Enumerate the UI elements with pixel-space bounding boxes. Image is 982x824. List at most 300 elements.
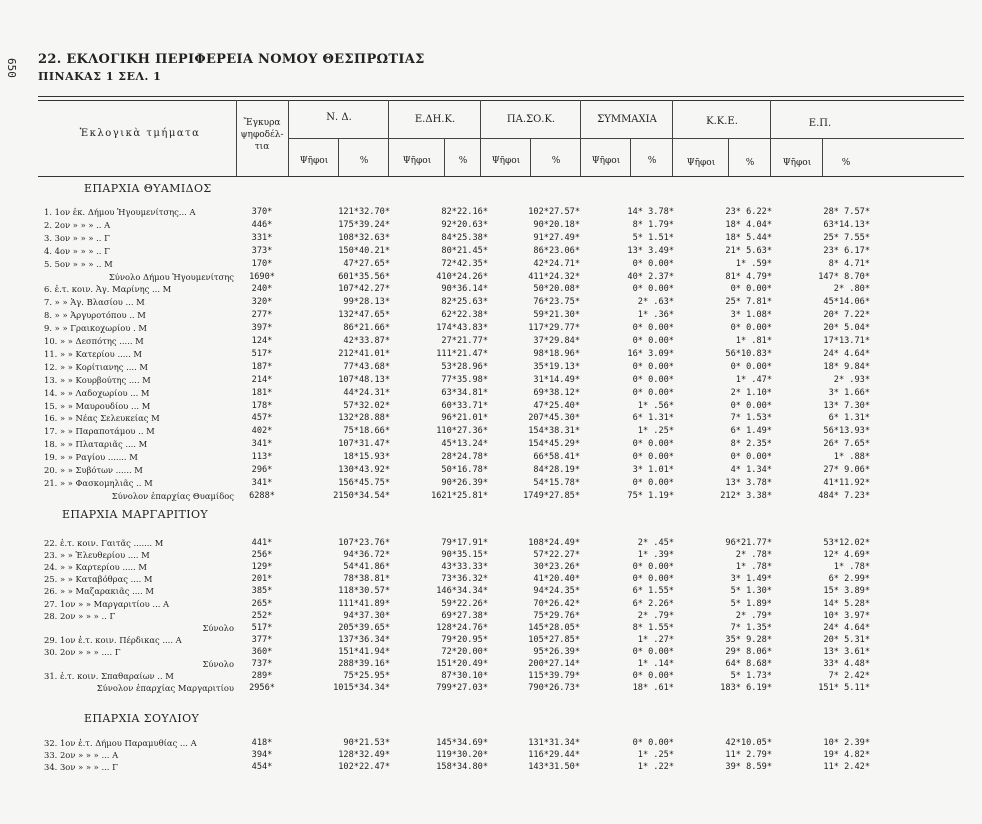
cell-kke: 4* 1.34* (730, 465, 772, 475)
cell-kke: 25* 7.81* (725, 297, 772, 308)
cell-edik: 80*21.45* (441, 245, 488, 256)
cell-reg: 517* (251, 622, 273, 633)
cell-nd: 108*32.63* (338, 232, 390, 243)
cell-kke: 21* 5.63* (725, 245, 772, 256)
row-label: 30. 2ον » » » .... Γ (44, 646, 121, 657)
cell-reg: 187* (251, 361, 273, 372)
cell-pasok: 1749*27.85* (523, 490, 580, 501)
cell-pasok: 76*23.75* (533, 297, 580, 308)
row-label: 1. 1ον ἐκ. Δήμου Ἡγουμενίτσης... Α (44, 207, 196, 217)
cell-ep: 11* 2.42* (823, 761, 870, 772)
cell-kke: 1* .47* (735, 374, 772, 385)
header-votes: Ψῆφοι (686, 158, 716, 168)
cell-nd: 75*25.95* (343, 671, 390, 682)
cell-syn: 3* 1.01* (632, 465, 674, 475)
cell-syn: 0* 0.00* (632, 361, 674, 372)
cell-reg: 737* (251, 659, 273, 669)
cell-pasok: 154*45.29* (528, 439, 580, 450)
cell-kke: 18* 5.44* (725, 232, 772, 243)
cell-syn: 1* .14* (637, 659, 674, 669)
cell-kke: 23* 6.22* (725, 207, 772, 217)
cell-edik: 111*21.47* (436, 348, 488, 359)
row-label: 26. » » Μαζαρακιᾶς .... Μ (44, 586, 154, 597)
cell-reg: 402* (251, 426, 273, 437)
header-party-pasok: ΠΑ.ΣΟ.Κ. (506, 114, 556, 125)
cell-reg: 178* (251, 400, 273, 411)
header-sections: Ἐκλογικὰ τμήματα (79, 128, 201, 139)
region-title-thyamidos: ΕΠΑΡΧΙΑ ΘΥΑΜΙΔΟΣ (84, 182, 212, 195)
cell-reg: 6288* (249, 490, 275, 501)
cell-syn: 0* 0.00* (632, 336, 674, 346)
cell-pasok: 98*18.96* (533, 348, 580, 359)
cell-ep: 10* 3.97* (823, 610, 870, 621)
cell-syn: 5* 1.51* (632, 232, 674, 243)
cell-ep: 10* 2.39* (823, 738, 870, 748)
row-label: 31. ἐ.τ. κοιν. Σπαθαραίων .. Μ (44, 671, 174, 682)
cell-nd: 75*18.66* (343, 426, 390, 437)
header-pct: % (745, 158, 755, 168)
row-label: 29. 1ον ἐ.τ. κοιν. Πέρδικας .... Α (44, 634, 182, 645)
cell-syn: 0* 0.00* (632, 671, 674, 682)
cell-edik: 72*42.35* (441, 258, 488, 269)
cell-reg: 256* (251, 550, 273, 561)
cell-syn: 8* 1.55* (632, 622, 674, 633)
cell-reg: 397* (251, 323, 273, 334)
cell-nd: 205*39.65* (338, 622, 390, 633)
cell-pasok: 50*20.08* (533, 284, 580, 295)
cell-kke: 7* 1.53* (730, 413, 772, 424)
page-title: 22. ΕΚΛΟΓΙΚΗ ΠΕΡΙΦΕΡΕΙΑ ΝΟΜΟΥ ΘΕΣΠΡΩΤΙΑΣ (38, 52, 425, 67)
row-label: 11. » » Κατερίου ..... Μ (44, 348, 142, 359)
cell-nd: 94*36.72* (343, 550, 390, 561)
cell-syn: 16* 3.09* (627, 348, 674, 359)
row-label: 27. 1ον » » Μαργαριτίου ... Α (44, 598, 170, 609)
cell-pasok: 86*23.06* (533, 245, 580, 256)
cell-pasok: 790*26.73* (528, 683, 580, 694)
cell-reg: 296* (251, 465, 273, 475)
row-label: 19. » » Ραγίου ....... Μ (44, 452, 138, 463)
cell-syn: 8* 1.79* (632, 219, 674, 230)
header-party-kke: Κ.Κ.Ε. (706, 116, 738, 127)
cell-syn: 0* 0.00* (632, 284, 674, 295)
cell-kke: 29* 8.06* (725, 646, 772, 657)
cell-ep: 26* 7.65* (823, 439, 870, 450)
cell-syn: 1* .22* (637, 761, 674, 772)
cell-nd: 42*33.87* (343, 336, 390, 346)
row-label: 13. » » Κουρβούτης .... Μ (44, 374, 151, 385)
cell-pasok: 84*28.19* (533, 465, 580, 475)
row-label: 28. 2ον » » » .. Γ (44, 610, 116, 621)
header-pct: % (841, 158, 851, 168)
cell-edik: 50*16.78* (441, 465, 488, 475)
cell-nd: 102*22.47* (338, 761, 390, 772)
region-title-souliou: ΕΠΑΡΧΙΑ ΣΟΥΛΙΟΥ (84, 712, 200, 725)
cell-pasok: 30*23.26* (533, 562, 580, 573)
cell-kke: 6* 1.49* (730, 426, 772, 437)
cell-pasok: 75*29.76* (533, 610, 580, 621)
cell-pasok: 95*26.39* (533, 646, 580, 657)
cell-nd: 118*30.57* (338, 586, 390, 597)
cell-kke: 2* .79* (735, 610, 772, 621)
cell-syn: 13* 3.49* (627, 245, 674, 256)
cell-pasok: 31*14.49* (533, 374, 580, 385)
header-votes: Ψῆφοι (782, 158, 812, 168)
cell-edik: 174*43.83* (436, 323, 488, 334)
cell-kke: 1* .78* (735, 562, 772, 573)
cell-syn: 0* 0.00* (632, 646, 674, 657)
row-label: 22. ἐ.τ. κοιν. Γαιτᾶς ....... Μ (44, 538, 164, 548)
cell-nd: 156*45.75* (338, 477, 390, 488)
header-pct: % (359, 156, 369, 166)
cell-ep: 20* 7.22* (823, 310, 870, 321)
cell-edik: 92*20.63* (441, 219, 488, 230)
cell-edik: 72*20.00* (441, 646, 488, 657)
cell-kke: 0* 0.00* (730, 323, 772, 334)
cell-syn: 1* .25* (637, 749, 674, 760)
cell-ep: 6* 1.31* (828, 413, 870, 424)
cell-ep: 23* 6.17* (823, 245, 870, 256)
cell-reg: 1690* (249, 271, 275, 282)
cell-edik: 79*20.95* (441, 634, 488, 645)
cell-pasok: 145*28.05* (528, 622, 580, 633)
cell-syn: 14* 3.78* (627, 207, 674, 217)
cell-nd: 288*39.16* (338, 659, 390, 669)
cell-edik: 90*36.14* (441, 284, 488, 295)
cell-nd: 111*41.89* (338, 598, 390, 609)
cell-edik: 96*21.01* (441, 413, 488, 424)
cell-nd: 150*40.21* (338, 245, 390, 256)
cell-edik: 28*24.78* (441, 452, 488, 463)
cell-ep: 18* 9.84* (823, 361, 870, 372)
row-label: 24. » » Καρτερίου ..... Μ (44, 562, 147, 573)
cell-pasok: 59*21.30* (533, 310, 580, 321)
row-label: 5. 5ον » » » .. Μ (44, 258, 113, 269)
cell-kke: 81* 4.79* (725, 271, 772, 282)
cell-edik: 410*24.26* (436, 271, 488, 282)
cell-pasok: 41*20.40* (533, 574, 580, 585)
cell-ep: 147* 8.70* (818, 271, 870, 282)
cell-ep: 13* 3.61* (823, 646, 870, 657)
cell-nd: 601*35.56* (338, 271, 390, 282)
cell-kke: 2* 1.10* (730, 387, 772, 398)
cell-pasok: 94*24.35* (533, 586, 580, 597)
cell-syn: 2* .79* (637, 610, 674, 621)
header-votes: Ψῆφοι (491, 156, 521, 166)
cell-ep: 25* 7.55* (823, 232, 870, 243)
cell-syn: 0* 0.00* (632, 258, 674, 269)
cell-ep: 2* .80* (833, 284, 870, 295)
cell-edik: 146*34.34* (436, 586, 488, 597)
cell-reg: 320* (251, 297, 273, 308)
cell-reg: 394* (251, 749, 273, 760)
cell-pasok: 70*26.42* (533, 598, 580, 609)
cell-nd: 99*28.13* (343, 297, 390, 308)
cell-nd: 47*27.65* (343, 258, 390, 269)
cell-syn: 0* 0.00* (632, 477, 674, 488)
cell-ep: 33* 4.48* (823, 659, 870, 669)
cell-edik: 799*27.03* (436, 683, 488, 694)
cell-pasok: 131*31.34* (528, 738, 580, 748)
cell-kke: 0* 0.00* (730, 361, 772, 372)
cell-pasok: 411*24.32* (528, 271, 580, 282)
cell-nd: 78*38.81* (343, 574, 390, 585)
cell-edik: 62*22.38* (441, 310, 488, 321)
cell-syn: 1* .39* (637, 550, 674, 561)
cell-reg: 517* (251, 348, 273, 359)
cell-reg: 181* (251, 387, 273, 398)
row-label: 10. » » Δεσπότης ..... Μ (44, 336, 144, 346)
cell-nd: 1015*34.34* (333, 683, 390, 694)
row-label: 25. » » Καταβόθρας .... Μ (44, 574, 153, 585)
cell-syn: 6* 2.26* (632, 598, 674, 609)
cell-pasok: 66*58.41* (533, 452, 580, 463)
header-pct: % (551, 156, 561, 166)
cell-ep: 484* 7.23* (818, 490, 870, 501)
cell-kke: 1* .59* (735, 258, 772, 269)
cell-nd: 18*15.93* (343, 452, 390, 463)
cell-kke: 18* 4.04* (725, 219, 772, 230)
cell-ep: 13* 7.30* (823, 400, 870, 411)
cell-edik: 82*22.16* (441, 207, 488, 217)
cell-syn: 1* .27* (637, 634, 674, 645)
cell-nd: 90*21.53* (343, 738, 390, 748)
cell-nd: 107*23.76* (338, 538, 390, 548)
cell-edik: 158*34.80* (436, 761, 488, 772)
row-label: 4. 4ον » » » .. Γ (44, 245, 110, 256)
cell-syn: 1* .25* (637, 426, 674, 437)
cell-nd: 128*32.49* (338, 749, 390, 760)
cell-reg: 441* (251, 538, 273, 548)
cell-edik: 90*26.39* (441, 477, 488, 488)
cell-nd: 212*41.01* (338, 348, 390, 359)
row-label: 23. » » Ἐλευθερίου .... Μ (44, 550, 150, 561)
cell-edik: 53*28.96* (441, 361, 488, 372)
row-label: 9. » » Γραικοχωρίου . Μ (44, 323, 147, 334)
cell-kke: 1* .81* (735, 336, 772, 346)
cell-ep: 12* 4.69* (823, 550, 870, 561)
cell-syn: 40* 2.37* (627, 271, 674, 282)
cell-ep: 8* 4.71* (828, 258, 870, 269)
cell-reg: 124* (251, 336, 273, 346)
cell-reg: 341* (251, 439, 273, 450)
cell-edik: 73*36.32* (441, 574, 488, 585)
cell-pasok: 115*39.79* (528, 671, 580, 682)
cell-kke: 96*21.77* (725, 538, 772, 548)
cell-kke: 5* 1.30* (730, 586, 772, 597)
region-title-margaritiou: ΕΠΑΡΧΙΑ ΜΑΡΓΑΡΙΤΙΟΥ (62, 508, 209, 521)
cell-ep: 63*14.13* (823, 219, 870, 230)
header-registered-3: τια (254, 142, 270, 152)
row-label: Σύνολο (202, 659, 234, 669)
cell-reg: 289* (251, 671, 273, 682)
cell-edik: 82*25.63* (441, 297, 488, 308)
cell-syn: 6* 1.55* (632, 586, 674, 597)
cell-kke: 8* 2.35* (730, 439, 772, 450)
cell-reg: 454* (251, 761, 273, 772)
header-registered-2: ψηφοδέλ- (240, 130, 284, 140)
row-label: Σύνολο (202, 622, 234, 633)
cell-nd: 130*43.92* (338, 465, 390, 475)
cell-syn: 0* 0.00* (632, 738, 674, 748)
cell-pasok: 117*29.77* (528, 323, 580, 334)
row-label: 21. » » Φασκομηλιᾶς .. Μ (44, 477, 153, 488)
cell-reg: 373* (251, 245, 273, 256)
row-label: 3. 3ον » » » .. Γ (44, 232, 110, 243)
row-label: 2. 2ον » » » .. Α (44, 219, 111, 230)
cell-ep: 2* .93* (833, 374, 870, 385)
cell-kke: 0* 0.00* (730, 452, 772, 463)
row-label: 34. 3ον » » » ... Γ (44, 761, 118, 772)
cell-kke: 3* 1.49* (730, 574, 772, 585)
cell-kke: 5* 1.89* (730, 598, 772, 609)
row-label: 33. 2ον » » » ... Α (44, 749, 119, 760)
cell-nd: 94*37.30* (343, 610, 390, 621)
header-party-symmaxia: ΣΥΜΜΑΧΙΑ (597, 114, 657, 125)
cell-reg: 277* (251, 310, 273, 321)
cell-nd: 86*21.66* (343, 323, 390, 334)
cell-pasok: 47*25.40* (533, 400, 580, 411)
cell-ep: 45*14.06* (823, 297, 870, 308)
cell-reg: 240* (251, 284, 273, 295)
cell-ep: 1* .78* (833, 562, 870, 573)
row-label: 18. » » Πλαταριᾶς .... Μ (44, 439, 148, 450)
cell-edik: 90*35.15* (441, 550, 488, 561)
row-label: 17. » » Παραποτάμου .. Μ (44, 426, 155, 437)
cell-nd: 54*41.86* (343, 562, 390, 573)
cell-edik: 145*34.69* (436, 738, 488, 748)
cell-ep: 19* 4.82* (823, 749, 870, 760)
cell-syn: 0* 0.00* (632, 439, 674, 450)
cell-nd: 137*36.34* (338, 634, 390, 645)
cell-syn: 0* 0.00* (632, 452, 674, 463)
row-label: 15. » » Μαυρουδίου ... Μ (44, 400, 151, 411)
cell-kke: 42*10.05* (725, 738, 772, 748)
cell-edik: 87*30.10* (441, 671, 488, 682)
header-pct: % (458, 156, 468, 166)
cell-pasok: 37*29.84* (533, 336, 580, 346)
cell-edik: 43*33.33* (441, 562, 488, 573)
cell-ep: 20* 5.31* (823, 634, 870, 645)
cell-kke: 11* 2.79* (725, 749, 772, 760)
cell-edik: 77*35.98* (441, 374, 488, 385)
cell-nd: 107*48.13* (338, 374, 390, 385)
cell-syn: 0* 0.00* (632, 562, 674, 573)
cell-nd: 151*41.94* (338, 646, 390, 657)
header-votes: Ψῆφοι (402, 156, 432, 166)
cell-ep: 15* 3.89* (823, 586, 870, 597)
row-label: 6. ἐ.τ. κοιν. Ἁγ. Μαρίνης ... Μ (44, 284, 172, 295)
row-label: 8. » » Ἀργυροτόπου .. Μ (44, 310, 146, 321)
cell-kke: 39* 8.59* (725, 761, 772, 772)
cell-edik: 45*13.24* (441, 439, 488, 450)
cell-kke: 13* 3.78* (725, 477, 772, 488)
cell-pasok: 207*45.30* (528, 413, 580, 424)
cell-pasok: 57*22.27* (533, 550, 580, 561)
header-registered-1: Ἔγκυρα (243, 118, 281, 128)
header-party-ep: Ε.Π. (808, 118, 832, 129)
cell-ep: 24* 4.64* (823, 622, 870, 633)
cell-edik: 59*22.26* (441, 598, 488, 609)
cell-ep: 3* 1.66* (828, 387, 870, 398)
cell-pasok: 143*31.50* (528, 761, 580, 772)
cell-kke: 56*10.83* (725, 348, 772, 359)
cell-pasok: 116*29.44* (528, 749, 580, 760)
cell-reg: 2956* (249, 683, 275, 694)
cell-nd: 132*47.65* (338, 310, 390, 321)
cell-syn: 1* .56* (637, 400, 674, 411)
row-label: 7. » » Ἁγ. Βλασίου ... Μ (44, 297, 145, 308)
row-label: 20. » » Συβότων ...... Μ (44, 465, 143, 475)
cell-syn: 75* 1.19* (627, 490, 674, 501)
header-party-nd: Ν. Δ. (326, 112, 352, 123)
cell-edik: 79*17.91* (441, 538, 488, 548)
cell-nd: 132*28.88* (338, 413, 390, 424)
cell-nd: 2150*34.54* (333, 490, 390, 501)
cell-ep: 53*12.02* (823, 538, 870, 548)
cell-ep: 17*13.71* (823, 336, 870, 346)
cell-kke: 5* 1.73* (730, 671, 772, 682)
cell-kke: 2* .78* (735, 550, 772, 561)
cell-reg: 170* (251, 258, 273, 269)
cell-kke: 183* 6.19* (720, 683, 772, 694)
cell-pasok: 54*15.78* (533, 477, 580, 488)
cell-edik: 128*24.76* (436, 622, 488, 633)
cell-ep: 1* .88* (833, 452, 870, 463)
header-votes: Ψῆφοι (591, 156, 621, 166)
cell-reg: 214* (251, 374, 273, 385)
cell-reg: 370* (251, 207, 273, 217)
row-label: Σύνολον ἐπαρχίας Μαργαριτίου (96, 683, 234, 694)
cell-reg: 201* (251, 574, 273, 585)
cell-reg: 385* (251, 586, 273, 597)
cell-syn: 0* 0.00* (632, 374, 674, 385)
cell-kke: 35* 9.28* (725, 634, 772, 645)
cell-ep: 24* 4.64* (823, 348, 870, 359)
cell-syn: 6* 1.31* (632, 413, 674, 424)
cell-reg: 252* (251, 610, 273, 621)
row-label: 12. » » Κορίτιανης .... Μ (44, 361, 148, 372)
cell-edik: 63*34.81* (441, 387, 488, 398)
cell-reg: 446* (251, 219, 273, 230)
cell-syn: 0* 0.00* (632, 387, 674, 398)
cell-ep: 151* 5.11* (818, 683, 870, 694)
cell-syn: 2* .45* (637, 538, 674, 548)
cell-kke: 0* 0.00* (730, 284, 772, 295)
cell-pasok: 154*38.31* (528, 426, 580, 437)
cell-pasok: 91*27.49* (533, 232, 580, 243)
cell-edik: 1621*25.81* (431, 490, 488, 501)
cell-edik: 151*20.49* (436, 659, 488, 669)
cell-syn: 0* 0.00* (632, 574, 674, 585)
cell-syn: 2* .63* (637, 297, 674, 308)
row-label: 14. » » Λαδοχωρίου ... Μ (44, 387, 150, 398)
cell-reg: 457* (251, 413, 273, 424)
cell-reg: 341* (251, 477, 273, 488)
cell-kke: 0* 0.00* (730, 400, 772, 411)
cell-kke: 212* 3.38* (720, 490, 772, 501)
cell-edik: 69*27.38* (441, 610, 488, 621)
cell-edik: 119*30.20* (436, 749, 488, 760)
cell-ep: 27* 9.06* (823, 465, 870, 475)
cell-pasok: 105*27.85* (528, 634, 580, 645)
cell-pasok: 35*19.13* (533, 361, 580, 372)
cell-edik: 84*25.38* (441, 232, 488, 243)
page-number: 650 (5, 58, 18, 78)
cell-nd: 57*32.02* (343, 400, 390, 411)
cell-reg: 129* (251, 562, 273, 573)
cell-pasok: 69*38.12* (533, 387, 580, 398)
cell-ep: 28* 7.57* (823, 207, 870, 217)
